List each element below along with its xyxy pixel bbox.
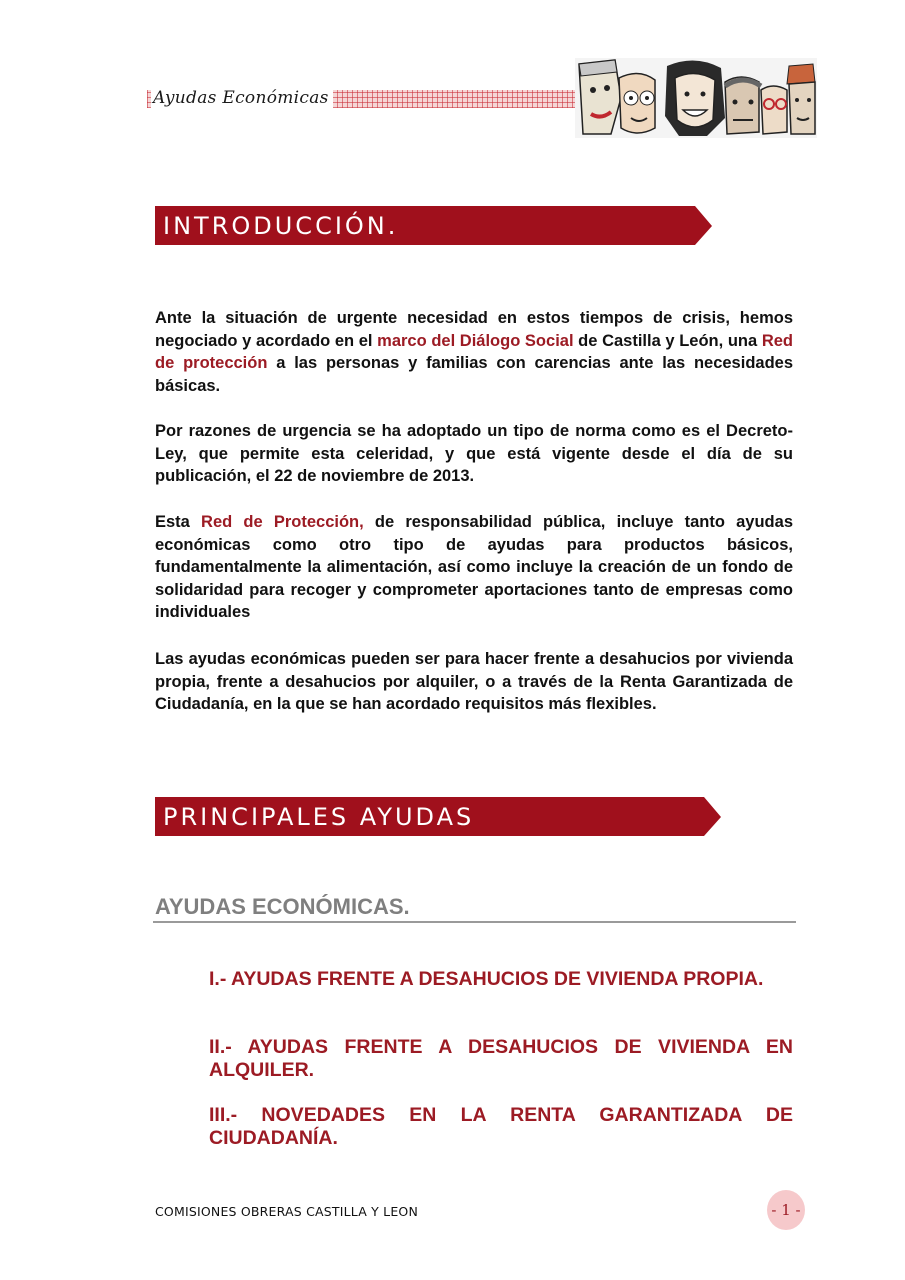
section-banner-intro	[155, 206, 713, 246]
subheading-ayudas: AYUDAS ECONÓMICAS.	[155, 894, 410, 919]
footer-organization: COMISIONES OBRERAS CASTILLA Y LEON	[155, 1204, 419, 1219]
subheading-divider	[153, 921, 796, 923]
paragraph-3: Esta Red de Protección, de responsabilidad pública, incluye tanto ayudas económicas como otro tipo de ayudas para productos básicos, fundamentalmente la alimentación, así como incluye la creación de un fondo de solidaridad para recoger y comprometer aportaciones tanto de empresas como individuales	[155, 513, 793, 622]
page-number: - 1 -	[767, 1190, 805, 1230]
paragraph-2: Por razones de urgencia se ha adoptado un tipo de norma como es el Decreto-Ley, que permite esta celeridad, y que está vigente desde el día de su publicación, el 22 de noviembre de 2013.	[155, 422, 793, 486]
section-title-intro: INTRODUCCIÓN.	[163, 212, 399, 240]
list-item: II.- AYUDAS FRENTE A DESAHUCIOS DE VIVIENDA EN ALQUILER.	[209, 1036, 793, 1081]
list-item: III.- NOVEDADES EN LA RENTA GARANTIZADA DE CIUDADANÍA.	[209, 1104, 793, 1149]
header-title: Ayudas Económicas	[151, 88, 333, 108]
section-banner-principal	[155, 797, 722, 837]
paragraph-1: Ante la situación de urgente necesidad en estos tiempos de crisis, hemos negociado y acordado en el marco del Diálogo Social de Castilla y León, una Red de protección a las personas y familias con carencias ante las necesidades básicas.	[155, 309, 794, 395]
list-item: I.- AYUDAS FRENTE A DESAHUCIOS DE VIVIENDA PROPIA.	[209, 968, 764, 990]
faces-illustration	[575, 58, 817, 138]
paragraph-4: Las ayudas económicas pueden ser para hacer frente a desahucios por vivienda propia, frente a desahucios por alquiler, o a través de la Renta Garantizada de Ciudadanía, en la que se han acordado requisitos más flexibles.	[155, 650, 793, 714]
page-header	[147, 58, 817, 138]
section-title-principal: PRINCIPALES AYUDAS	[163, 803, 475, 831]
